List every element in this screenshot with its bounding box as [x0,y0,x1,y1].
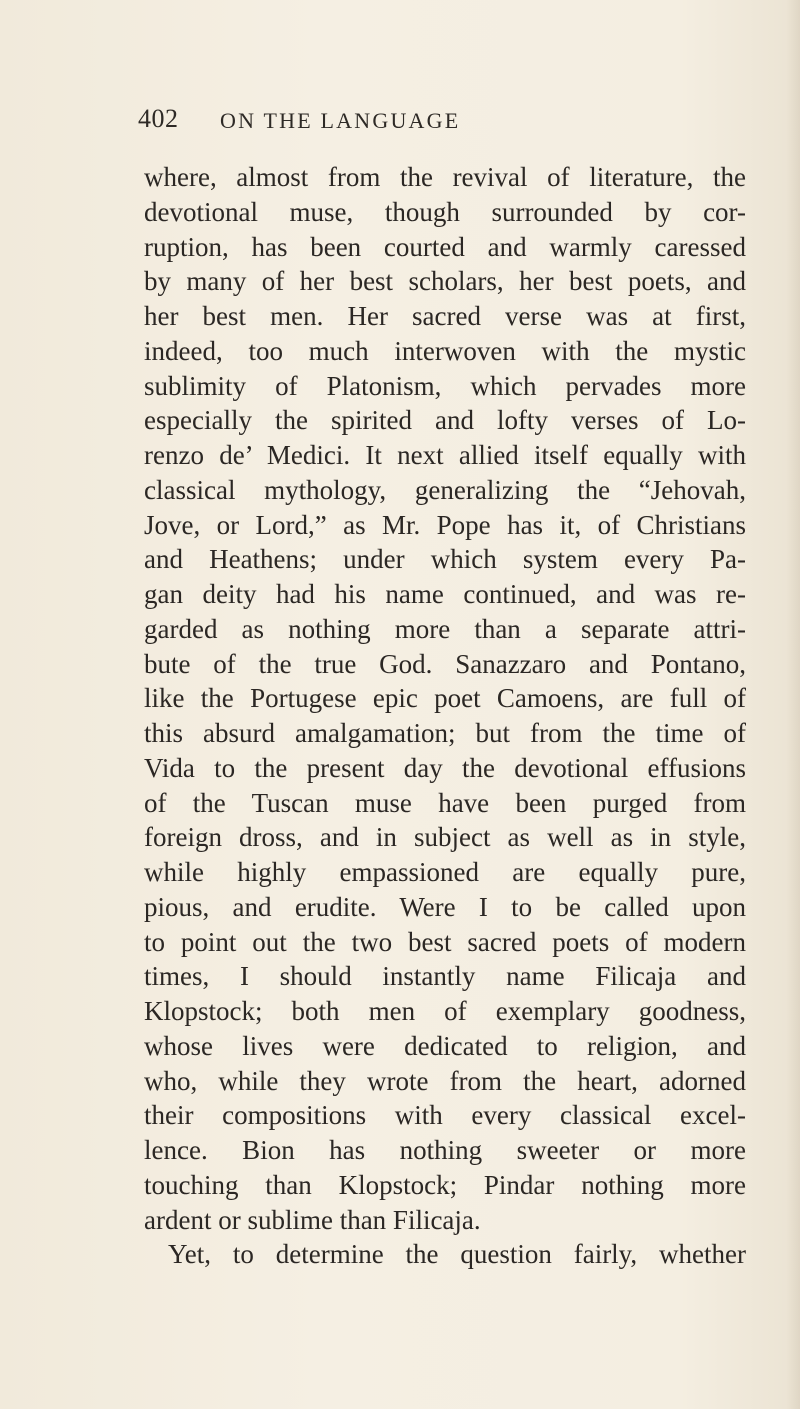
text-line: ardent or sublime than Filicaja. [144,1204,481,1235]
text-line: garded as nothing more than a separate attri- [144,613,746,644]
text-line: touching than Klopstock; Pindar nothing more [144,1169,746,1200]
text-line: of the Tuscan muse have been purged from [144,787,746,818]
text-line: whose lives were dedicated to religion, and [144,1030,746,1061]
running-head: ON THE LANGUAGE [220,108,461,133]
text-line: like the Portugese epic poet Camoens, are full of [144,683,746,714]
text-line: sublimity of Platonism, which pervades more [144,370,746,401]
text-line: lence. Bion has nothing sweeter or more [144,1135,746,1165]
text-line: times, I should instantly name Filicaja and [144,961,746,992]
text-line: Yet, to determine the question fairly, whether [168,1239,746,1270]
text-line: and Heathens; under which system every Pa- [144,544,746,575]
text-line: who, while they wrote from the heart, adorned [144,1065,746,1096]
text-line: pious, and erudite. Were I to be called upon [144,891,746,922]
text-line: ruption, has been courted and warmly caressed [144,231,746,262]
text-line: Jove, or Lord,” as Mr. Pope has it, of Christians [144,509,746,540]
page-header [0,104,800,144]
text-line: by many of her best scholars, her best poets, and [144,266,746,297]
text-line: while highly empassioned are equally pure, [144,857,746,887]
text-line: their compositions with every classical excel- [144,1100,746,1131]
text-line: classical mythology, generalizing the “Jehovah, [144,474,746,505]
text-line: devotional muse, though surrounded by cor- [144,196,746,227]
text-line: bute of the true God. Sanazzaro and Pontano, [144,648,746,679]
text-line: renzo de’ Medici. It next allied itself equally with [144,440,746,470]
text-line: especially the spirited and lofty verses of Lo- [144,405,746,436]
text-line: to point out the two best sacred poets of modern [144,926,746,957]
text-line: Vida to the present day the devotional effusions [144,752,746,783]
text-line: her best men. Her sacred verse was at first, [144,301,746,331]
text-line: foreign dross, and in subject as well as in style, [144,822,746,853]
text-line: Klopstock; both men of exemplary goodness, [144,996,746,1026]
text-line: this absurd amalgamation; but from the time of [144,718,746,748]
page-number: 402 [138,104,179,133]
text-line: gan deity had his name continued, and was re- [144,579,746,609]
text-line: indeed, too much interwoven with the mystic [144,335,746,366]
text-line: where, almost from the revival of literature, the [144,162,746,192]
body-text [144,160,746,1272]
